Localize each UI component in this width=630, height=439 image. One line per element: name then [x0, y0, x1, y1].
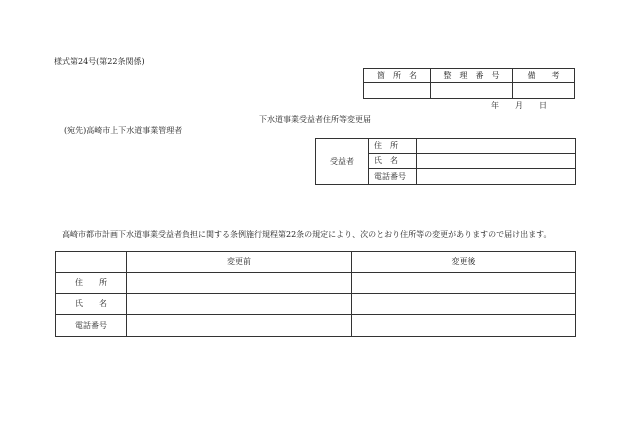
change-row-name — [56, 294, 576, 315]
addressee: (宛先)高崎市上下水道事業管理者 — [64, 126, 183, 135]
office-use-value-row — [364, 83, 575, 99]
office-use-header-row — [364, 69, 575, 83]
name-before-field[interactable] — [127, 294, 352, 315]
beneficiary-label: 受益者 — [316, 139, 369, 185]
beneficiary-name-label: 氏 名 — [369, 154, 417, 169]
form-number: 様式第24号(第22条関係) — [54, 57, 145, 66]
date-line: 年 月 日 — [491, 101, 547, 110]
body-text: 高崎市都市計画下水道事業受益者負担に関する条例施行規程第22条の規定により、次のとおり住所等の変更がありますので届け出ます。 — [62, 230, 552, 239]
change-row-address — [56, 273, 576, 294]
reference-number-field[interactable] — [431, 83, 513, 99]
phone-before-field[interactable] — [127, 315, 352, 337]
name-after-field[interactable] — [352, 294, 576, 315]
beneficiary-phone-field[interactable] — [417, 169, 576, 185]
beneficiary-address-field[interactable] — [417, 139, 576, 154]
beneficiary-row-address — [316, 139, 576, 154]
page-title: 下水道事業受益者住所等変更届 — [259, 115, 371, 124]
change-row-phone — [56, 315, 576, 337]
change-phone-label: 電話番号 — [56, 315, 127, 337]
beneficiary-phone-label: 電話番号 — [369, 169, 417, 185]
change-table — [55, 251, 576, 337]
header-location-name: 箇 所 名 — [364, 69, 431, 83]
change-table-header-row — [56, 252, 576, 273]
office-use-table — [363, 68, 575, 99]
address-after-field[interactable] — [352, 273, 576, 294]
remarks-field[interactable] — [513, 83, 575, 99]
address-before-field[interactable] — [127, 273, 352, 294]
header-before-change: 変更前 — [127, 252, 352, 273]
header-reference-number: 整 理 番 号 — [431, 69, 513, 83]
header-after-change: 変更後 — [352, 252, 576, 273]
header-blank — [56, 252, 127, 273]
beneficiary-name-field[interactable] — [417, 154, 576, 169]
phone-after-field[interactable] — [352, 315, 576, 337]
location-name-field[interactable] — [364, 83, 431, 99]
change-name-label: 氏 名 — [56, 294, 127, 315]
header-remarks: 備 考 — [513, 69, 575, 83]
change-address-label: 住 所 — [56, 273, 127, 294]
beneficiary-address-label: 住 所 — [369, 139, 417, 154]
beneficiary-table — [315, 138, 576, 185]
